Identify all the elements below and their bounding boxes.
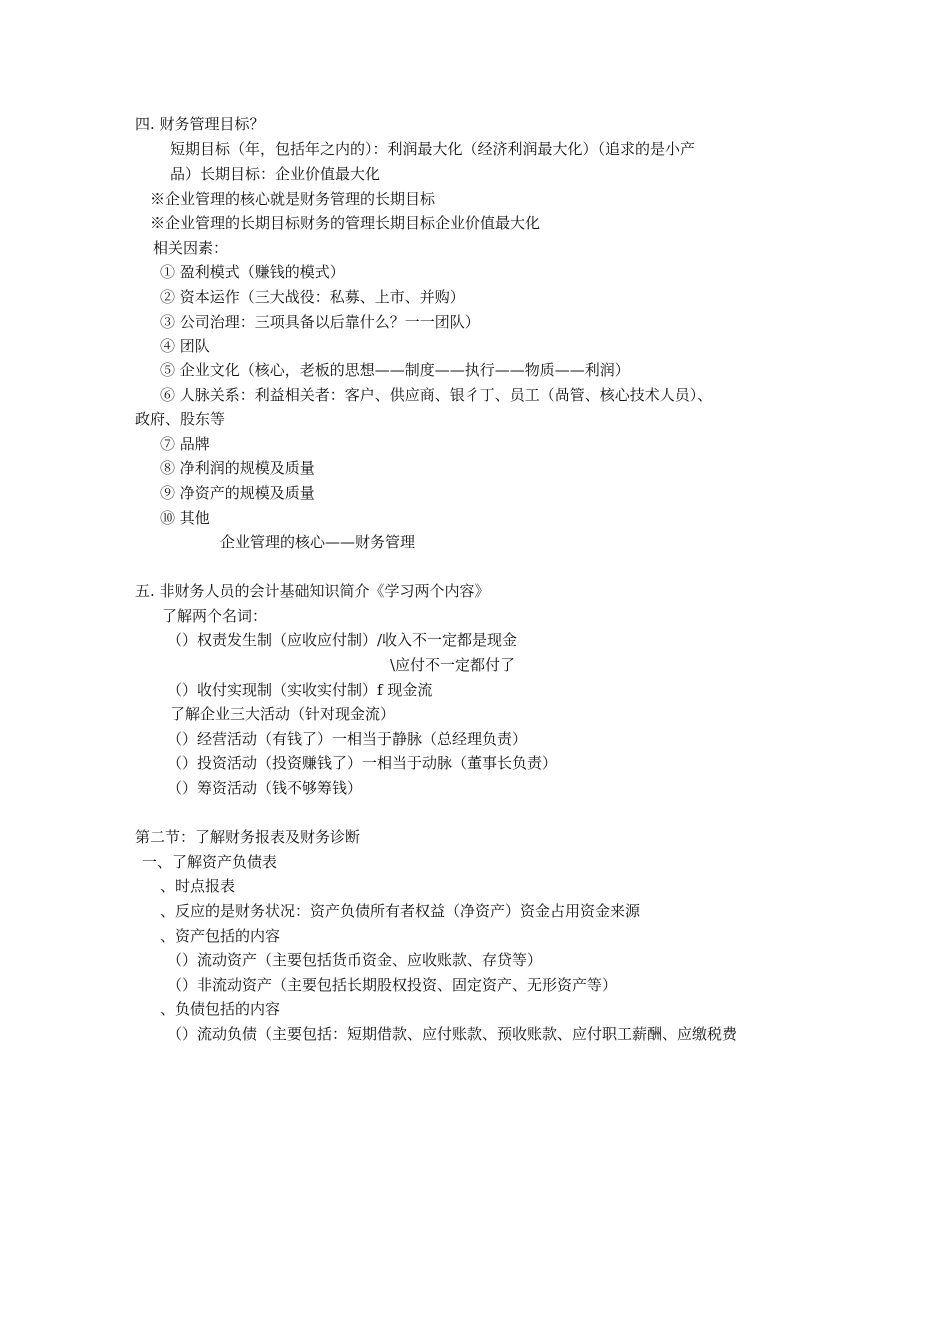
section-5-heading: 五. 非财务人员的会计基础知识简介《学习两个内容》 (135, 582, 490, 600)
balance-sheet-heading: 一、了解资产负债表 (142, 853, 278, 871)
short-term-goal-line-2: 品）长期目标：企业价值最大化 (170, 165, 381, 183)
note-line-2: ※企业管理的长期目标财务的管理长期目标企业价值最大化 (150, 214, 541, 232)
core-statement: 企业管理的核心——财务管理 (220, 533, 416, 551)
investing-activities: （）投资活动（投资赚钱了）一相当于动脉（董事长负责） (167, 754, 558, 772)
accrual-basis: （）权责发生制（应收应付制）/收入不一定都是现金 (167, 631, 518, 649)
terms-label: 了解两个名词： (162, 607, 268, 625)
balance-sheet-item: （）非流动资产（主要包括长期股权投资、固定资产、无形资产等） (167, 976, 618, 994)
balance-sheet-item: 、时点报表 (160, 877, 236, 895)
factor-item: ④ 团队 (160, 337, 210, 355)
factor-item-continuation: 政府、股东等 (135, 410, 226, 428)
section-4-heading: 四. 财务管理目标？ (135, 115, 265, 133)
cash-basis: （）收付实现制（实收实付制）f 现金流 (167, 681, 433, 699)
factor-item: ① 盈利模式（赚钱的模式） (160, 263, 345, 281)
factor-item: ⑦ 品牌 (160, 435, 210, 453)
activities-label: 了解企业三大活动（针对现金流） (170, 705, 396, 723)
note-line-1: ※企业管理的核心就是财务管理的长期目标 (150, 190, 436, 208)
balance-sheet-item: 、反应的是财务状况：资产负债所有者权益（净资产）资金占用资金来源 (160, 902, 641, 920)
balance-sheet-item: 、资产包括的内容 (160, 927, 281, 945)
factor-item: ⑧ 净利润的规模及质量 (160, 459, 315, 477)
factor-item: ⑤ 企业文化（核心，老板的思想——制度——执行——物质——利润） (160, 361, 630, 379)
accrual-basis-continuation: \应付不一定都付了 (390, 656, 516, 674)
factor-item: ② 资本运作（三大战役：私募、上市、并购） (160, 288, 465, 306)
factor-item: ⑩ 其他 (160, 509, 210, 527)
financing-activities: （）筹资活动（钱不够筹钱） (167, 779, 363, 797)
balance-sheet-item: （）流动负债（主要包括：短期借款、应付账款、预收账款、应付职工薪酬、应缴税费 (167, 1025, 738, 1043)
factor-item: ⑥ 人脉关系：利益相关者：客户、供应商、银彳丁、员工（咼管、核心技术人员）、 (160, 386, 713, 404)
balance-sheet-item: （）流动资产（主要包括货币资金、应收账款、存贷等） (167, 951, 543, 969)
balance-sheet-item: 、负债包括的内容 (160, 1000, 281, 1018)
factor-item: ⑨ 净资产的规模及质量 (160, 484, 315, 502)
operating-activities: （）经营活动（有钱了）一相当于静脉（总经理负责） (167, 730, 528, 748)
factors-label: 相关因素： (153, 239, 229, 257)
factor-item: ③ 公司治理：三项具备以后靠什么？一一团队） (160, 313, 480, 331)
short-term-goal-line-1: 短期目标（年，包括年之内的）：利润最大化（经济利润最大化）（追求的是小产 (170, 140, 696, 158)
section-b2-heading: 第二节：了解财务报表及财务诊断 (135, 828, 361, 846)
